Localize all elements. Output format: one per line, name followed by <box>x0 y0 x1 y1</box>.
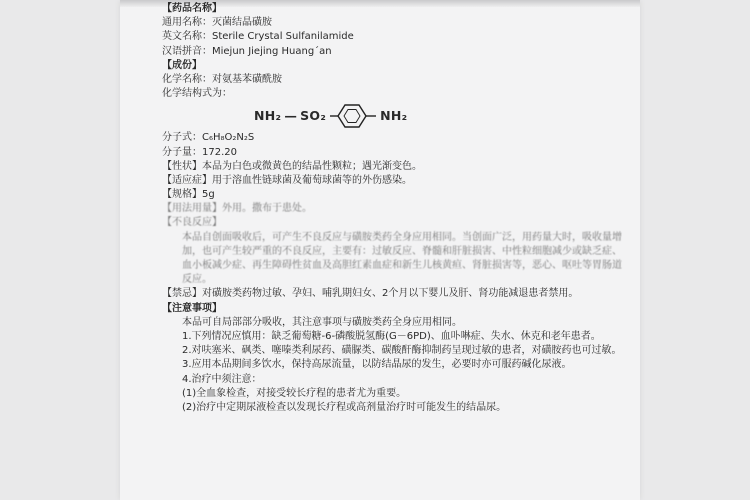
usage: 【用法用量】外用。撒布于患处。 <box>162 203 312 215</box>
benzene-ring-icon <box>330 103 376 129</box>
leaflet-content <box>162 2 630 415</box>
structure-left-group: NH₂ <box>254 108 282 124</box>
generic-name: 通用名称：灭菌结晶磺胺 <box>162 17 272 29</box>
molecular-weight: 分子量：172.20 <box>162 146 237 158</box>
adverse-header: 【不良反应】 <box>162 217 222 229</box>
pinyin-name: 汉语拼音：Miejun Jiejing Huang´an <box>162 45 332 57</box>
specification: 【规格】5g <box>162 189 215 201</box>
precaution-1: 1.下列情况应慎用：缺乏葡萄糖-6-磷酸脱氢酶(G－6PD)、血卟啉症、失水、休克和老年患者。 <box>182 331 601 343</box>
precaution-4-2: (2)治疗中定期尿液检查以发现长疗程或高剂量治疗时可能发生的结晶尿。 <box>182 402 507 414</box>
indications: 【适应症】用于溶血性链球菌及葡萄球菌等的外伤感染。 <box>162 174 412 186</box>
contraindications: 【禁忌】对磺胺类药物过敏、孕妇、哺乳期妇女、2个月以下婴儿及肝、肾功能减退患者禁用。 <box>162 288 579 300</box>
structure-mid-group: SO₂ <box>300 108 327 124</box>
precaution-3: 3.应用本品期间多饮水，保持高尿流量，以防结晶尿的发生，必要时亦可服药碱化尿液。 <box>182 359 572 371</box>
precaution-4: 4.治疗中须注意： <box>182 373 262 385</box>
english-name: 英文名称：Sterile Crystal Sulfanilamide <box>162 31 354 43</box>
structure-label: 化学结构式为： <box>162 88 232 100</box>
molecular-formula: 分子式：C₆H₈O₂N₂S <box>162 132 255 144</box>
structure-right-group: NH₂ <box>380 108 408 124</box>
precautions-header: 【注意事项】 <box>162 302 222 314</box>
adverse-text: 本品自创面吸收后，可产生不良反应与磺胺类药全身应用相同。当创面广泛，用药量大时，吸收量增加，也可产生较严重的不良反应，主要有：过敏反应、脊髓和肝脏损害、中性粒细胞减少或缺乏症、血小板减少症、再生障碍性贫血及高胆红素血症和新生儿核黄疸、肾脏损害等，恶心、呕吐等胃肠道反应。 <box>182 231 622 286</box>
chemical-structure <box>162 101 630 131</box>
drug-name-header: 【药品名称】 <box>162 3 222 14</box>
chemical-name: 化学名称：对氨基苯磺酰胺 <box>162 73 282 85</box>
structure-dash: — <box>284 108 298 124</box>
precautions-intro: 本品可自局部部分吸收，其注意事项与磺胺类药全身应用相同。 <box>182 316 462 328</box>
precaution-4-1: (1)全血象检查，对接受较长疗程的患者尤为重要。 <box>182 387 407 399</box>
leaflet-page <box>120 0 640 500</box>
composition-header: 【成份】 <box>162 59 202 71</box>
properties: 【性状】本品为白色或微黄色的结晶性颗粒；遇光渐变色。 <box>162 160 422 172</box>
precaution-2: 2.对呋塞米、砜类、噻嗪类利尿药、磺脲类、碳酸酐酶抑制药呈现过敏的患者，对磺胺药也可过敏。 <box>182 345 622 357</box>
